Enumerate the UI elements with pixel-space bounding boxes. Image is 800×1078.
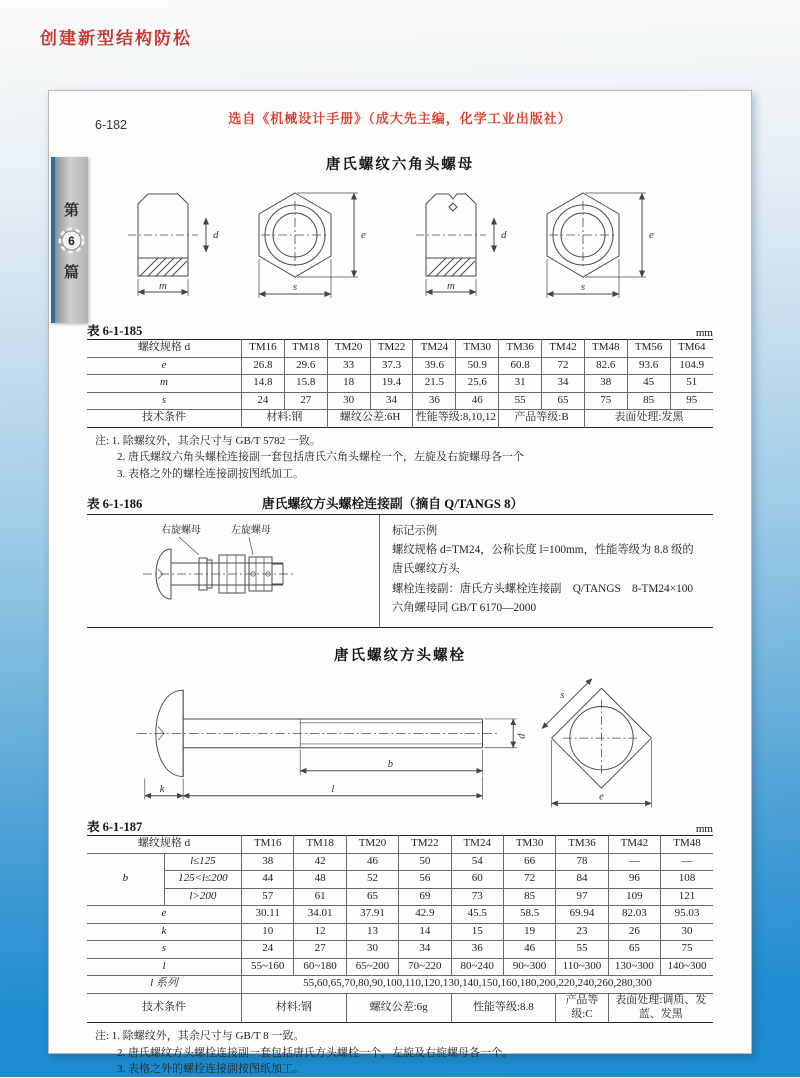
table-cell: 45.5 [451, 906, 503, 924]
table-185-unit: mm [695, 327, 713, 339]
table-cell: 34 [399, 941, 451, 959]
table-cell: TM48 [661, 836, 714, 854]
table-cell: e [87, 906, 242, 924]
table-cell: 60 [451, 871, 503, 889]
text-line: 螺栓连接副：唐氏方头螺栓连接副 Q/TANGS 8-TM24×100 [391, 582, 694, 595]
table-cell: 42 [294, 853, 346, 871]
table-cell: TM64 [670, 340, 713, 358]
table-6-1-187 [87, 835, 713, 1023]
table-cell: 75 [584, 392, 627, 410]
text-line: 注: 1. 除螺纹外，其余尺寸与 GB/T 5782 一致。 [95, 434, 321, 447]
table-cell: m [87, 375, 242, 393]
square-bolt-drawing [90, 671, 710, 813]
text-line: 3. 表格之外的螺栓连接副按图纸加工。 [117, 467, 304, 480]
table-cell: TM16 [242, 836, 294, 854]
page-number: 6-182 [95, 118, 127, 132]
table-cell: 85 [503, 888, 555, 906]
table-cell: 121 [661, 888, 714, 906]
table-cell: 材料:钢 [242, 410, 328, 428]
table-cell: s [87, 941, 242, 959]
table-cell: 66 [503, 853, 555, 871]
table-cell: 125<l≤200 [164, 871, 241, 889]
table-cell: 螺纹公差:6H [327, 410, 413, 428]
table-cell: l 系列 [87, 976, 242, 994]
table-cell: TM18 [284, 340, 327, 358]
table-cell: l [87, 958, 242, 976]
table-cell: TM42 [542, 340, 585, 358]
dim-label-e: e [599, 791, 604, 803]
dim-label-s: s [560, 689, 565, 701]
table-cell: 60~180 [294, 958, 346, 976]
dim-label-d: d [213, 229, 219, 241]
table-cell: 55,60,65,70,80,90,100,110,120,130,140,150,160,180,200,220,240,260,280,300 [242, 976, 714, 994]
text-line: 2. 唐氏螺纹方头螺栓连接副一套包括唐氏方头螺栓一个，左旋及右旋螺母各一个。 [117, 1046, 513, 1059]
table-185-caption: 表 6-1-185 [87, 324, 143, 338]
table-cell: TM16 [242, 340, 285, 358]
table-cell: 10 [242, 923, 294, 941]
table-cell: 产品等级:B [499, 410, 585, 428]
text-line: 3. 表格之外的螺栓连接副按图纸加工。 [117, 1063, 304, 1075]
table-187-caption: 表 6-1-187 [87, 820, 143, 834]
table-cell: TM22 [370, 340, 413, 358]
table-cell: 15 [451, 923, 503, 941]
table-cell: 80~240 [451, 958, 503, 976]
table-cell: 130~300 [608, 958, 660, 976]
table-cell: TM20 [346, 836, 398, 854]
table-cell: 27 [284, 392, 327, 410]
table-cell: 46 [456, 392, 499, 410]
table-cell: 12 [294, 923, 346, 941]
table-cell: 56 [399, 871, 451, 889]
table-cell: 61 [294, 888, 346, 906]
table-cell: 18 [327, 375, 370, 393]
table-cell: 29.6 [284, 357, 327, 375]
table-cell: k [87, 923, 242, 941]
table-cell: 93.6 [627, 357, 670, 375]
table-cell: 55 [556, 941, 608, 959]
table-cell: 60.8 [499, 357, 542, 375]
table-cell: 螺纹规格 d [87, 340, 242, 358]
table-cell: 45 [627, 375, 670, 393]
table-187-unit: mm [695, 823, 713, 835]
source-line: 选自《机械设计手册》（成大先主编，化学工业出版社） [228, 111, 572, 126]
table-185-caption-row [87, 321, 713, 339]
marking-example-cell [380, 515, 713, 627]
dim-label-d2: d [501, 229, 507, 241]
text-line: 标记示例 [391, 525, 438, 537]
table-cell: 30 [327, 392, 370, 410]
gear-icon [58, 227, 85, 254]
table-cell: 27 [294, 941, 346, 959]
left-nut-label: 左旋螺母 [230, 525, 271, 536]
table-cell: TM30 [456, 340, 499, 358]
table-cell: 24 [242, 392, 285, 410]
dim-label-s2: s [580, 281, 586, 293]
table-cell: 95.03 [661, 906, 714, 924]
table-cell: 性能等级:8,10,12 [413, 410, 499, 428]
table-cell: 65~200 [346, 958, 398, 976]
text-line: 注: 1. 除螺纹外，其余尺寸与 GB/T 8 一致。 [95, 1030, 305, 1042]
table-cell: 58.5 [503, 906, 555, 924]
table-cell: 表面处理:调质、发蓝、发黑 [608, 993, 713, 1023]
table-cell: 34 [542, 375, 585, 393]
table-cell: 48 [294, 871, 346, 889]
table-cell: 96 [608, 871, 660, 889]
table-cell: 性能等级:8.8 [451, 993, 556, 1023]
table-cell: 34.01 [294, 906, 346, 924]
table-cell: 26 [608, 923, 660, 941]
dim-label-s: s [292, 281, 298, 293]
table-187-notes [87, 1028, 713, 1078]
table-cell: TM36 [556, 836, 608, 854]
table-cell: TM42 [608, 836, 660, 854]
table-cell: 技术条件 [87, 993, 242, 1023]
table-cell: 36 [451, 941, 503, 959]
table-cell: 82.03 [608, 906, 660, 924]
table-cell: 材料:钢 [242, 993, 347, 1023]
table-cell: 21.5 [413, 375, 456, 393]
table-cell: 36 [413, 392, 456, 410]
table-cell: 78 [556, 853, 608, 871]
table-cell: TM30 [503, 836, 555, 854]
table-cell: 97 [556, 888, 608, 906]
table-cell: 34 [370, 392, 413, 410]
table-cell: TM36 [499, 340, 542, 358]
table-cell: 38 [584, 375, 627, 393]
assembly-drawing-cell [87, 515, 380, 627]
right-nut-label: 右旋螺母 [160, 525, 201, 536]
table-cell: 73 [451, 888, 503, 906]
section3-title: 唐氏螺纹方头螺栓 [334, 648, 466, 664]
table-cell: 30.11 [242, 906, 294, 924]
table-cell: 75 [661, 941, 714, 959]
text-line: 六角螺母同 GB/T 6170—2000 [391, 601, 537, 614]
table-cell: 42.9 [399, 906, 451, 924]
table-cell: 23 [556, 923, 608, 941]
table-cell: 57 [242, 888, 294, 906]
dim-label-d: d [516, 733, 528, 739]
table-cell: TM24 [451, 836, 503, 854]
table-187-caption-row [87, 817, 713, 835]
table-cell: 55 [499, 392, 542, 410]
table-cell: — [661, 853, 714, 871]
table-cell: 65 [346, 888, 398, 906]
table-cell: 55~160 [242, 958, 294, 976]
table-cell: 140~300 [661, 958, 714, 976]
table-cell: 82.6 [584, 357, 627, 375]
table-6-1-186 [87, 514, 713, 628]
table-cell: 25.6 [456, 375, 499, 393]
dim-label-e2: e [649, 229, 654, 241]
table-cell: 14 [399, 923, 451, 941]
chapter-tab [51, 157, 88, 323]
table-cell: 69 [399, 888, 451, 906]
table-cell: 109 [608, 888, 660, 906]
table-6-1-185 [87, 339, 713, 428]
table-cell: 30 [661, 923, 714, 941]
table-cell: 46 [346, 853, 398, 871]
table-cell: 33 [327, 357, 370, 375]
table-cell: 技术条件 [87, 410, 242, 428]
table-cell: 14.8 [242, 375, 285, 393]
table-cell: 84 [556, 871, 608, 889]
table-cell: 51 [670, 375, 713, 393]
table-cell: 95 [670, 392, 713, 410]
table-cell: TM20 [327, 340, 370, 358]
dim-label-b: b [387, 758, 394, 770]
table-cell: 螺纹规格 d [87, 836, 242, 854]
text-line: 2. 唐氏螺纹六角头螺栓连接副一套包括唐氏六角头螺栓一个，左旋及右旋螺母各一个 [117, 451, 524, 463]
table-cell: 85 [627, 392, 670, 410]
table-cell: 15.8 [284, 375, 327, 393]
page-header-title: 创建新型结构防松 [40, 29, 192, 48]
table-cell: — [608, 853, 660, 871]
table-cell: 39.6 [413, 357, 456, 375]
table-cell: 26.8 [242, 357, 285, 375]
table-cell: 46 [503, 941, 555, 959]
table-cell: 24 [242, 941, 294, 959]
text-line: 螺纹规格 d=TM24，公称长度 l=100mm，性能等级为 8.8 级的唐氏螺纹方头 [391, 544, 694, 576]
dim-label-m2: m [447, 280, 455, 292]
bolt-assembly-drawing [113, 519, 353, 623]
chapter-tab-top: 第 [63, 201, 79, 219]
table-cell: TM24 [413, 340, 456, 358]
table-cell: b [87, 853, 164, 906]
table-cell: 54 [451, 853, 503, 871]
table-cell: TM56 [627, 340, 670, 358]
section1-title: 唐氏螺纹六角头螺母 [325, 157, 475, 173]
table-186-caption-row [87, 493, 713, 512]
table-cell: e [87, 357, 242, 375]
table-cell: 31 [499, 375, 542, 393]
table-cell: 52 [346, 871, 398, 889]
table-cell: 44 [242, 871, 294, 889]
table-cell: 90~300 [503, 958, 555, 976]
hex-nut-drawing [120, 180, 680, 312]
table-cell: 13 [346, 923, 398, 941]
table-cell: 19.4 [370, 375, 413, 393]
table-cell: 65 [608, 941, 660, 959]
table-cell: 37.3 [370, 357, 413, 375]
table-cell: 72 [542, 357, 585, 375]
table-cell: 108 [661, 871, 714, 889]
dim-label-m: m [159, 280, 167, 292]
table-cell: 37.91 [346, 906, 398, 924]
chapter-tab-bottom: 篇 [63, 263, 79, 281]
table-185-notes [87, 433, 713, 483]
table-cell: s [87, 392, 242, 410]
table-cell: 50 [399, 853, 451, 871]
dim-label-e: e [361, 229, 366, 241]
table-cell: 72 [503, 871, 555, 889]
table-cell: 70~220 [399, 958, 451, 976]
table-cell: l>200 [164, 888, 241, 906]
table-186-title: 唐氏螺纹方头螺栓连接副（摘自 Q/TANGS 8） [261, 497, 524, 511]
table-cell: 50.9 [456, 357, 499, 375]
table-cell: TM48 [584, 340, 627, 358]
dim-label-l: l [331, 783, 335, 795]
table-cell: 104.9 [670, 357, 713, 375]
table-cell: 螺纹公差:6g [346, 993, 451, 1023]
page-content [49, 153, 751, 1078]
table-cell: 65 [542, 392, 585, 410]
table-cell: 69.94 [556, 906, 608, 924]
table-cell: 表面处理:发黑 [584, 410, 713, 428]
table-cell: 19 [503, 923, 555, 941]
table-cell: 产品等级:C [556, 993, 608, 1023]
table-cell: TM22 [399, 836, 451, 854]
table-cell: l≤125 [164, 853, 241, 871]
table-cell: TM18 [294, 836, 346, 854]
table-186-caption: 表 6-1-186 [87, 497, 143, 511]
table-cell: 38 [242, 853, 294, 871]
dim-label-k: k [159, 783, 165, 795]
table-cell: 110~300 [556, 958, 608, 976]
table-cell: 30 [346, 941, 398, 959]
document-page [48, 90, 752, 1075]
chapter-number: 6 [68, 233, 75, 248]
